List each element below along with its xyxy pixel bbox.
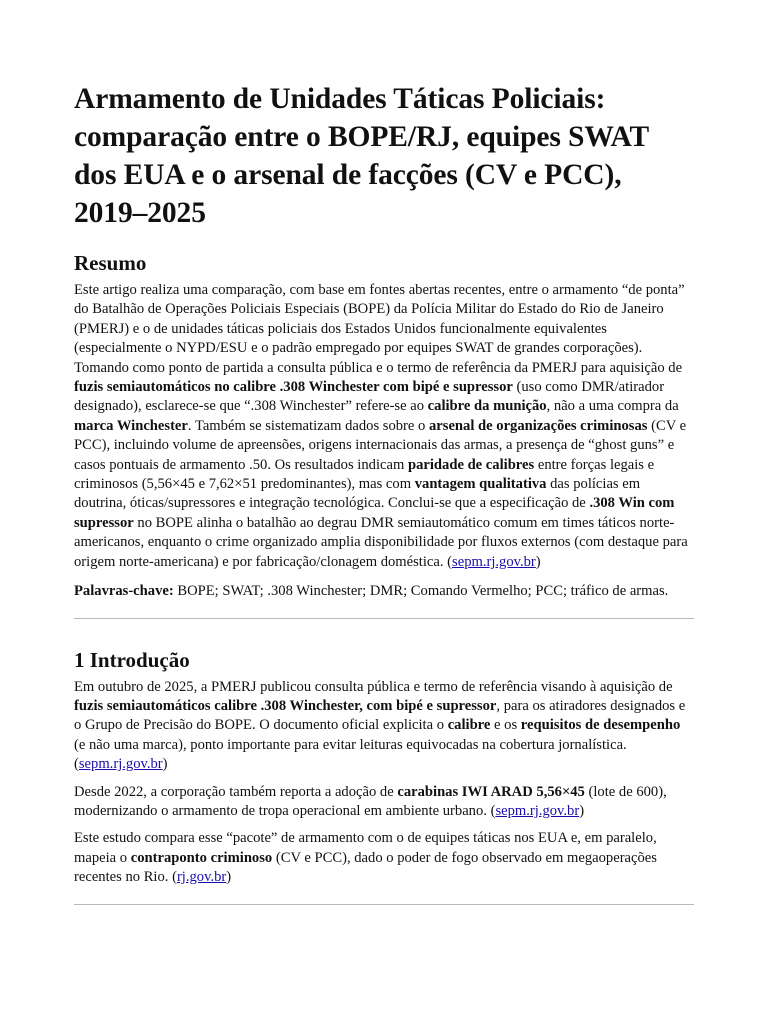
text-run: das polícias em doutrina, óticas/supressores e integração tecnológica. Conclui-se que a especificação de — [74, 476, 641, 512]
text-run: . Também se sistematizam dados sobre o — [187, 417, 429, 434]
text-run: no BOPE alinha o batalhão ao degrau DMR semiautomático comum em times táticos norte-americanos, enquanto o crime organizado amplia disponibilidade por fluxos externos (com destaque para origem norte-americana) e por fabricação/clonagem doméstica. ( — [74, 514, 688, 570]
bold-run: fuzis semiautomáticos calibre .308 Winchester, com bipé e supressor — [74, 697, 497, 714]
text-run: Este artigo realiza uma comparação, com base em fontes abertas recentes, entre o armamento “de ponta” do Batalhão de Operações Policiais Especiais (BOPE) da Polícia Militar do Estado do Rio de Janeiro (PMERJ) e o de unidades táticas policiais dos Estados Unidos funcionalmente equivalentes (especialmente o NYPD/ESU e o padrão empregado por equipes SWAT de grandes corporações). Tomando como ponto de partida a consulta pública e o termo de referência da PMERJ para aquisição de — [74, 282, 685, 376]
abstract-section — [74, 250, 694, 602]
text-run: , para os atiradores designados e o Grupo de Precisão do BOPE. O documento oficial explicita o — [74, 697, 686, 734]
section-divider — [74, 904, 694, 905]
text-run: e os — [490, 717, 521, 734]
keywords-paragraph — [74, 582, 694, 601]
abstract-heading: Resumo — [74, 251, 147, 275]
source-link-rj[interactable]: rj.gov.br — [176, 869, 227, 886]
bold-run: fuzis semiautomáticos no calibre .308 Winchester com bipé e supressor — [74, 379, 513, 396]
bold-run: requisitos de desempenho — [520, 717, 681, 734]
bold-run: vantagem qualitativa — [414, 476, 547, 493]
article — [74, 0, 694, 905]
text-run: Desde 2022, a corporação também reporta a adoção de — [74, 783, 398, 800]
keywords-list: BOPE; SWAT; .308 Winchester; DMR; Comando Vermelho; PCC; tráfico de armas. — [173, 583, 669, 600]
text-run: (lote de 600), modernizando o armamento de tropa operacional em ambiente urbano. ( — [74, 783, 667, 819]
text-run: (CV e PCC), dado o poder de fogo observado em megaoperações recentes no Rio. ( — [74, 849, 657, 886]
bold-run: marca Winchester — [74, 417, 188, 434]
bold-run: paridade de calibres — [407, 456, 535, 473]
bold-run: carabinas IWI ARAD 5,56×45 — [397, 783, 585, 800]
source-link-sepm[interactable]: sepm.rj.gov.br — [452, 553, 536, 570]
intro-paragraph-1 — [74, 678, 694, 775]
bold-run: calibre da munição — [427, 398, 547, 415]
bold-run: contraponto criminoso — [130, 849, 273, 866]
keywords-label: Palavras-chave: — [74, 583, 174, 600]
abstract-paragraph — [74, 281, 694, 572]
text-run: (CV e PCC), incluindo volume de apreensões, origens internacionais das armas, a presença de “ghost guns” e casos pontuais de armamento .50. Os resultados indicam — [74, 417, 687, 473]
introduction-heading: 1 Introdução — [74, 647, 190, 672]
bold-run: .308 Win com supressor — [74, 495, 675, 531]
text-run: ) — [579, 802, 585, 819]
source-link-sepm[interactable]: sepm.rj.gov.br — [495, 802, 580, 819]
text-run: , não a uma compra da — [546, 398, 679, 415]
text-run: ) — [226, 869, 232, 886]
text-run: (uso como DMR/atirador designado), esclarece-se que “.308 Winchester” refere-se ao — [74, 379, 665, 415]
bold-run: arsenal de organizações criminosas — [428, 417, 648, 434]
intro-paragraph-3 — [74, 829, 694, 887]
introduction-section — [74, 647, 694, 888]
article-title: Armamento de Unidades Táticas Policiais: comparação entre o BOPE/RJ, equipes SWAT dos EUA e o arsenal de facções (CV e PCC), 2019–2025 — [74, 83, 649, 229]
text-run: Este estudo compara esse “pacote” de armamento com o de equipes táticas nos EUA e, em paralelo, mapeia o — [74, 830, 657, 866]
text-run: Em outubro de 2025, a PMERJ publicou consulta pública e termo de referência visando à aquisição de — [74, 678, 673, 695]
section-divider — [74, 618, 694, 619]
source-link-sepm[interactable]: sepm.rj.gov.br — [78, 756, 163, 773]
intro-paragraph-2 — [74, 783, 694, 822]
bold-run: calibre — [447, 717, 491, 734]
text-run: (e não uma marca), ponto importante para evitar leituras equivocadas na cobertura jornalística. ( — [74, 736, 627, 773]
text-run: entre forças legais e criminosos (5,56×45 e 7,62×51 predominantes), mas com — [74, 456, 655, 493]
text-run: ) — [162, 756, 168, 773]
text-run: ) — [535, 553, 541, 570]
